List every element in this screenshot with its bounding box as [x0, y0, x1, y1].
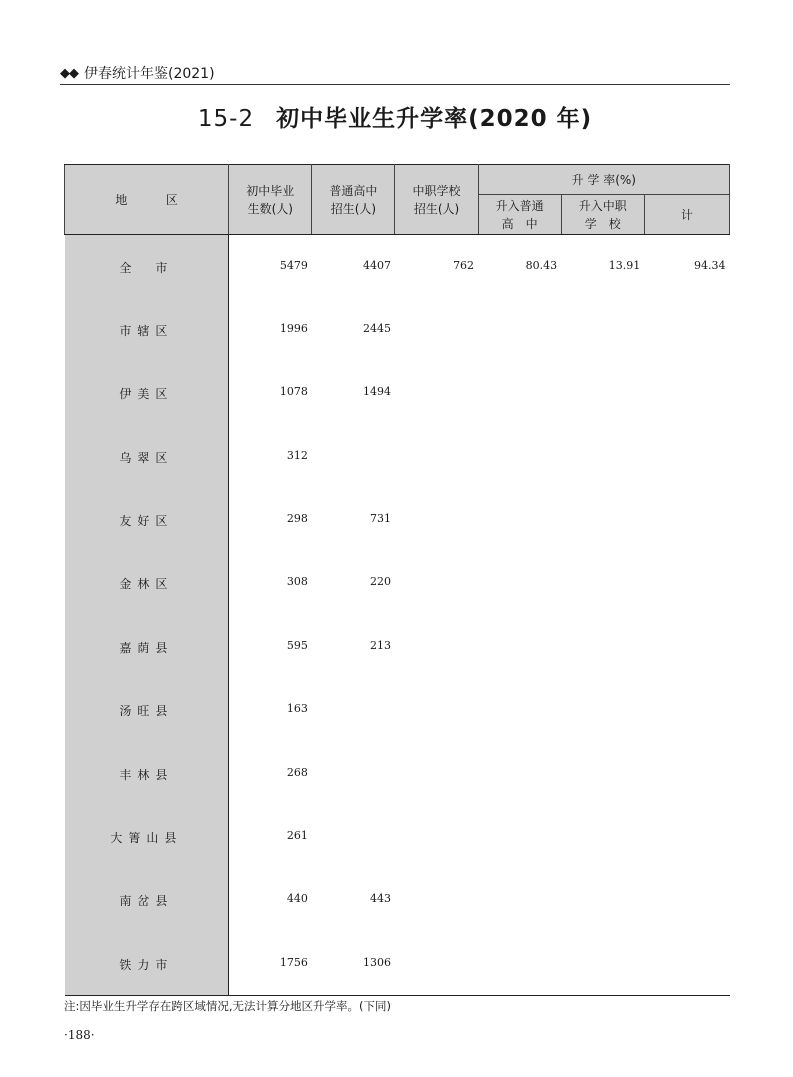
cell-graduates: 298 [286, 512, 308, 526]
cell-hs-enroll: 220 [369, 575, 391, 589]
cell-rate-voc [561, 615, 644, 678]
table-row [65, 678, 730, 741]
table-row [65, 488, 730, 551]
cell-rate-voc [561, 868, 644, 931]
cell-voc-enroll: 762 [453, 259, 475, 272]
cell-rate-voc [561, 425, 644, 488]
cell-rate-hs [478, 805, 561, 868]
book-title: 伊春统计年鉴(2021) [84, 66, 215, 82]
col-header-region: 地区 [65, 165, 229, 235]
cell-rate-total [644, 615, 729, 678]
cell-region: 友好区 [65, 488, 229, 551]
table-row [65, 235, 730, 298]
table-row [65, 868, 730, 931]
col-header-rate-hs [478, 195, 561, 235]
cell-region: 伊美区 [65, 361, 229, 424]
cell-voc-enroll [395, 678, 478, 741]
cell-voc-enroll [395, 742, 478, 805]
col-header-graduates-line1: 初中毕业 [246, 183, 295, 198]
cell-rate-voc [561, 678, 644, 741]
cell-graduates: 1078 [279, 385, 308, 399]
running-header [60, 62, 730, 84]
cell-graduates: 440 [286, 892, 308, 906]
cell-graduates: 312 [286, 448, 308, 462]
cell-graduates: 5479 [279, 259, 308, 272]
cell-rate-voc [561, 932, 644, 995]
cell-rate-hs [478, 425, 561, 488]
cell-region: 铁力市 [65, 932, 229, 995]
table-row [65, 742, 730, 805]
cell-graduates: 163 [286, 702, 308, 716]
cell-region: 汤旺县 [65, 678, 229, 741]
cell-rate-hs [478, 615, 561, 678]
cell-region: 嘉荫县 [65, 615, 229, 678]
cell-rate-hs [478, 868, 561, 931]
cell-rate-total [644, 425, 729, 488]
cell-rate-voc [561, 298, 644, 361]
page-title [60, 100, 730, 133]
table-body [65, 235, 730, 996]
cell-region: 全 市 [65, 235, 229, 298]
table-row [65, 615, 730, 678]
diamond-icon: ◆◆ [60, 65, 78, 81]
cell-rate-hs [478, 932, 561, 995]
cell-rate-total [644, 678, 729, 741]
cell-rate-hs [478, 488, 561, 551]
cell-rate-voc [561, 742, 644, 805]
page-number: ·188· [64, 1028, 95, 1042]
col-header-graduates-line2: 生数(人) [247, 201, 293, 216]
cell-voc-enroll [395, 615, 478, 678]
cell-rate-total [644, 805, 729, 868]
cell-rate-hs [478, 678, 561, 741]
cell-hs-enroll [312, 678, 395, 741]
cell-rate-total [644, 742, 729, 805]
cell-graduates: 595 [286, 638, 308, 652]
cell-voc-enroll [395, 932, 478, 995]
col-header-hs-enroll [312, 165, 395, 235]
col-header-rate-voc-line2: 学 校 [584, 216, 621, 231]
table-row [65, 805, 730, 868]
cell-voc-enroll [395, 361, 478, 424]
cell-graduates: 1996 [279, 321, 308, 335]
col-header-rate-hs-line2: 高 中 [501, 216, 538, 231]
footnote: 注:因毕业生升学存在跨区域情况,无法计算分地区升学率。(下同) [64, 999, 391, 1013]
cell-rate-hs [478, 361, 561, 424]
enrollment-rate-table [64, 164, 730, 996]
cell-hs-enroll: 731 [369, 512, 391, 526]
cell-rate-total [644, 868, 729, 931]
col-header-rate-hs-line1: 升入普通 [495, 198, 544, 213]
cell-rate-hs [478, 298, 561, 361]
cell-rate-total: 94.34 [694, 259, 726, 272]
col-header-rate-voc [561, 195, 644, 235]
cell-graduates: 1756 [229, 932, 312, 995]
col-header-hs-enroll-line1: 普通高中 [329, 183, 378, 198]
col-header-voc-enroll [395, 165, 478, 235]
table-row [65, 932, 730, 995]
col-header-rate-total: 计 [644, 195, 729, 235]
header-divider [60, 84, 730, 85]
cell-hs-enroll: 1494 [362, 385, 391, 399]
cell-region: 市辖区 [65, 298, 229, 361]
cell-rate-voc [561, 361, 644, 424]
cell-hs-enroll: 443 [369, 892, 391, 906]
cell-voc-enroll [395, 425, 478, 488]
table-code: 15-2 [197, 106, 255, 132]
cell-graduates: 261 [286, 829, 308, 843]
cell-region: 金林区 [65, 551, 229, 614]
col-header-hs-enroll-line2: 招生(人) [330, 201, 377, 216]
cell-rate-voc [561, 488, 644, 551]
cell-hs-enroll [312, 805, 395, 868]
cell-voc-enroll [395, 488, 478, 551]
table-row [65, 361, 730, 424]
cell-hs-enroll [312, 425, 395, 488]
cell-region: 大箐山县 [65, 805, 229, 868]
cell-voc-enroll [395, 868, 478, 931]
cell-region: 丰林县 [65, 742, 229, 805]
cell-rate-hs [478, 551, 561, 614]
cell-hs-enroll: 2445 [362, 321, 391, 335]
cell-voc-enroll [395, 551, 478, 614]
cell-rate-hs [478, 742, 561, 805]
table-row [65, 551, 730, 614]
cell-hs-enroll: 1306 [312, 932, 395, 995]
cell-region: 南岔县 [65, 868, 229, 931]
cell-rate-voc: 13.91 [608, 259, 641, 272]
cell-region: 乌翠区 [65, 425, 229, 488]
cell-graduates: 308 [286, 575, 308, 589]
table-title: 初中毕业生升学率(2020 年) [276, 106, 593, 132]
col-header-voc-enroll-line2: 招生(人) [413, 201, 460, 216]
cell-rate-hs: 80.43 [525, 259, 558, 272]
cell-rate-total [644, 361, 729, 424]
col-header-rate-group: 升 学 率(%) [478, 165, 729, 195]
cell-rate-total [644, 551, 729, 614]
table-row [65, 298, 730, 361]
table-row [65, 425, 730, 488]
cell-rate-voc [561, 551, 644, 614]
cell-voc-enroll [395, 298, 478, 361]
cell-hs-enroll: 4407 [362, 259, 391, 272]
cell-rate-total [644, 298, 729, 361]
col-header-graduates [229, 165, 312, 235]
cell-rate-total [644, 932, 729, 995]
cell-rate-voc [561, 805, 644, 868]
cell-voc-enroll [395, 805, 478, 868]
cell-hs-enroll: 213 [369, 638, 391, 652]
col-header-rate-voc-line1: 升入中职 [578, 198, 627, 213]
col-header-voc-enroll-line1: 中职学校 [412, 183, 461, 198]
cell-graduates: 268 [286, 765, 308, 779]
cell-hs-enroll [312, 742, 395, 805]
cell-rate-total [644, 488, 729, 551]
